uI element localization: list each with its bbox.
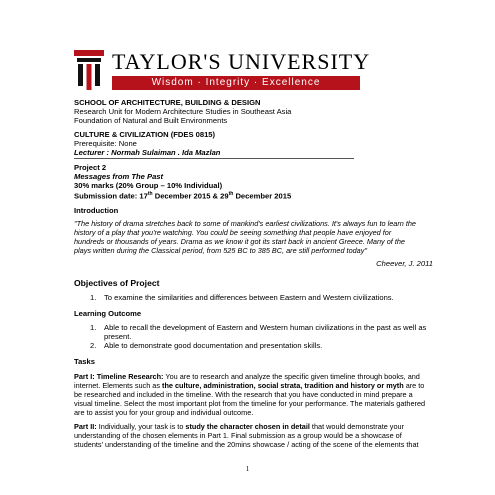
task-part-1: Part I: Timeline Research: You are to research and analyze the specific given timeline through books, and internet. Elements such as the culture, administration, social strata, tradition and history or myth are to be researched and included in the timeline. With the research that you have conducted in mind prepare a visual timeline. Select the most important plot from the timeline for your performance. The materials gathered are to assist you for your group and individual outcome. [74,372,426,417]
task-part-2: Part II: Individually, your task is to study the character chosen in detail that would demonstrate your understanding of the chosen elements in Part 1. Final submission as a group would be a showcase of students' understanding of the timeline and the 20mins showcase / acting of the scene of the elements that [74,422,419,449]
document-page: TAYLOR'S UNIVERSITY Wisdom · Integrity · Excellence SCHOOL OF ARCHITECTURE, BUILDING & DESIGN Research Unit for Modern Architecture Studies in Southeast Asia Foundation of Natural and Built Environments CULTURE & CIVILIZATION (FDES 0815) Prerequisite: None Lecturer : Normah Sulaiman . Ida Mazlan Project 2 Messages from The Past 30% marks (20% Group – 10% Individual) Submission date: 17th December 2015 & 29th December 2015 Introduction "The history of drama stretches back to some of mankind's earliest civilizations. It's always fun to learn the history of a play that you're watching. You could be seeing something that people have enjoyed for hundreds or thousands of years. Drama as we know it got its start back in ancient Greece. Many of the plays written during the Classical period, from 525 BC to 385 BC, are still performed today" Cheever, J. 2011 Objectives of Project 1. To examine the similarities and differences between Eastern and Western civilizations. Learning Outcome 1. Able to recall the development of Eastern and Western human civilizations in the past as well as present. 2. Able to demonstrate good documentation and presentation skills. Tasks Part I: Timeline Research: You are to research and analyze the specific given timeline through books, and internet. Elements such as the culture, administration, social strata, tradition and history or myth are to be researched and included in the timeline. With the research that you have conducted in mind prepare a visual timeline. Select the most important plot from the timeline for your performance. The materials gathered are to assist you for your group and individual outcome. Part II: Individually, your task is to study the character chosen in detail that would demonstrate your understanding of the chosen elements in Part 1. Final submission as a group would be a showcase of students' understanding of the timeline and the 20mins showcase / acting of the scene of the elements that 1 [0,0,495,495]
research-unit: Research Unit for Modern Architecture Studies in Southeast Asia [74,107,292,116]
school-name: SCHOOL OF ARCHITECTURE, BUILDING & DESIGN [74,98,261,107]
university-logo [74,50,374,92]
introduction-heading: Introduction [74,206,119,215]
university-motto: Wisdom · Integrity · Excellence [151,77,321,88]
introduction-quote: "The history of drama stretches back to some of mankind's earliest civilizations. It's always fun to learn the history of a play that you're watching. You could be seeing something that people have enjoyed for hundreds or thousands of years. Drama as we know it got its start back in ancient Greece. Many of the plays written during the Classical period, from 525 BC to 385 BC, are still performed today" [74,219,416,255]
university-name: TAYLOR'S UNIVERSITY [112,49,371,74]
project-marks: 30% marks (20% Group – 10% Individual) [74,181,223,190]
university-crest-icon [74,50,104,90]
divider [74,158,354,159]
prerequisite: Prerequisite: None [74,139,137,148]
course-title: CULTURE & CIVILIZATION (FDES 0815) [74,130,216,139]
lecturer: Lecturer : Normah Sulaiman . Ida Mazlan [74,148,221,157]
submission-date: Submission date: 17th December 2015 & 29th December 2015 [74,191,292,201]
objectives-heading: Objectives of Project [74,278,160,288]
tasks-heading: Tasks [74,357,95,366]
project-number: Project 2 [74,163,107,172]
quote-citation: Cheever, J. 2011 [376,259,433,268]
page-number: 1 [245,465,250,473]
learning-outcome-heading: Learning Outcome [74,309,142,318]
project-name: Messages from The Past [74,172,164,181]
foundation-name: Foundation of Natural and Built Environments [74,116,228,125]
